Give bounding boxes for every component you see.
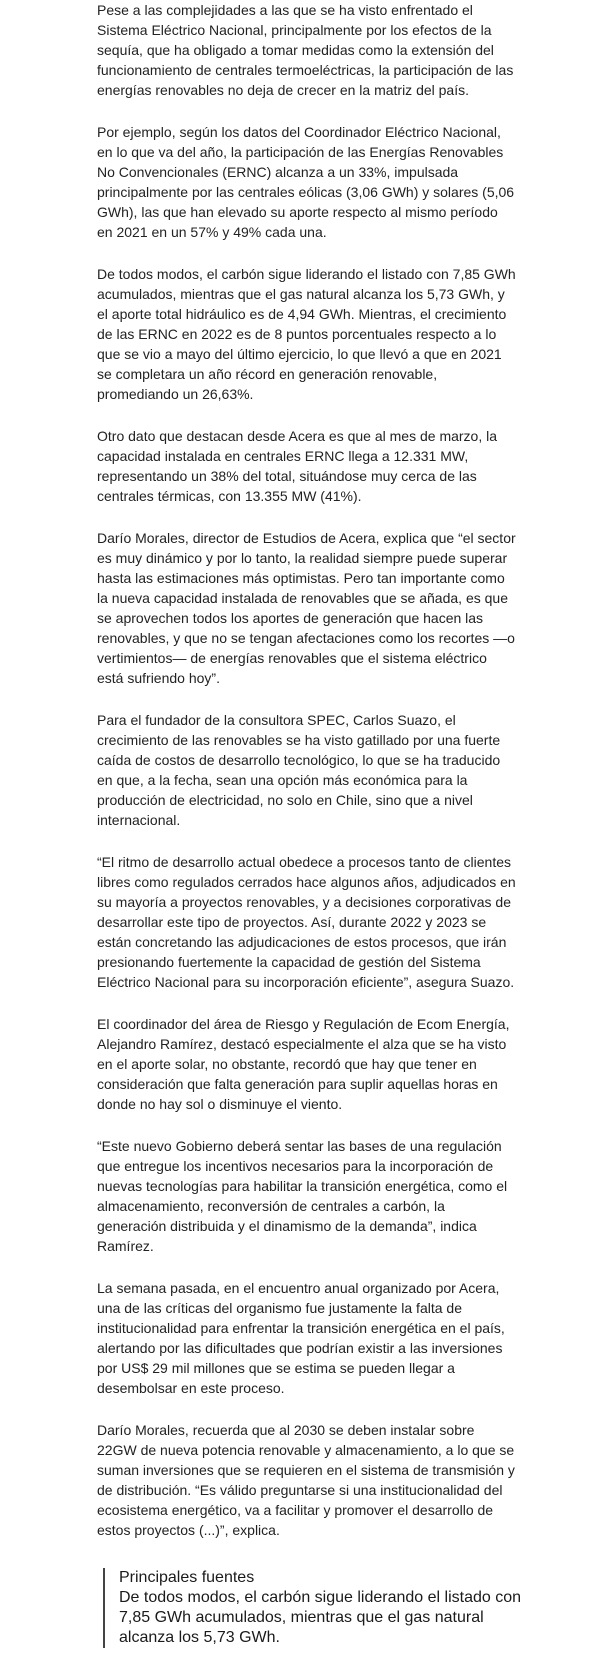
- paragraph: El coordinador del área de Riesgo y Regulación de Ecom Energía, Alejandro Ramírez, destacó especialmente el alza que se ha visto en el aporte solar, no obstante, recordó que hay que tener en consideración que falta generación para suplir aquellas horas en donde no hay sol o disminuye el viento.: [97, 1016, 510, 1112]
- paragraph: La semana pasada, en el encuentro anual organizado por Acera, una de las críticas del organismo fue justamente la falta de institucionalidad para enfrentar la transición energética en el país, alertando por las dificultades que podrían existir a las inversiones por US$ 29 mil millones que se estima se pueden llegar a desembolsar en este proceso.: [97, 1280, 505, 1396]
- pull-quote: [103, 1568, 539, 1648]
- paragraph: Pese a las complejidades a las que se ha visto enfrentado el Sistema Eléctrico Nacional, principalmente por los efectos de la sequía, que ha obligado a tomar medidas como la extensión del funcionamiento de centrales termoeléctricas, la participación de las energías renovables no deja de crecer en la matriz del país.: [97, 2, 514, 98]
- paragraph: “El ritmo de desarrollo actual obedece a procesos tanto de clientes libres como regulados cerrados hace algunos años, adjudicados en su mayoría a proyectos renovables, y a decisiones corporativas de desarrollar este tipo de proyectos. Así, durante 2022 y 2023 se están concretando las adjudicaciones de estos procesos, que irán presionando fuertemente la capacidad de gestión del Sistema Eléctrico Nacional para su incorporación eficiente”, asegura Suazo.: [97, 854, 516, 990]
- paragraph: Darío Morales, director de Estudios de Acera, explica que “el sector es muy dinámico y por lo tanto, la realidad siempre puede superar hasta las estimaciones más optimistas. Pero tan importante como la nueva capacidad instalada de renovables que se añada, es que se aprovechen todos los aportes de generación que hacen las renovables, y que no se tengan afectaciones como los recortes —o vertimientos— de energías renovables que el sistema eléctrico está sufriendo hoy”.: [97, 530, 516, 686]
- pull-quote-text: De todos modos, el carbón sigue liderando el listado con 7,85 GWh acumulados, mientras que el gas natural alcanza los 5,73 GWh.: [119, 1589, 522, 1646]
- paragraph: “Este nuevo Gobierno deberá sentar las bases de una regulación que entregue los incentivos necesarios para la incorporación de nuevas tecnologías para habilitar la transición energética, como el almacenamiento, reconversión de centrales a carbón, la generación distribuida y el dinamismo de la demanda”, indica Ramírez.: [97, 1138, 508, 1254]
- paragraph: Darío Morales, recuerda que al 2030 se deben instalar sobre 22GW de nueva potencia renovable y almacenamiento, a lo que se suman inversiones que se requieren en el sistema de transmisión y de distribución. “Es válido preguntarse si una institucionalidad del ecosistema energético, va a facilitar y promover el desarrollo de estos proyectos (...)”, explica.: [97, 1422, 515, 1538]
- paragraph: Para el fundador de la consultora SPEC, Carlos Suazo, el crecimiento de las renovables se ha visto gatillado por una fuerte caída de costos de desarrollo tecnológico, lo que se ha traducido en que, a la fecha, sean una opción más económica para la producción de electricidad, no solo en Chile, sino que a nivel internacional.: [97, 712, 501, 828]
- paragraph: Por ejemplo, según los datos del Coordinador Eléctrico Nacional, en lo que va del año, la participación de las Energías Renovables No Convencionales (ERNC) alcanza a un 33%, impulsada principalmente por las centrales eólicas (3,06 GWh) y solares (5,06 GWh), las que han elevado su aporte respecto al mismo período en 2021 en un 57% y 49% cada una.: [97, 124, 515, 240]
- pull-quote-title: Principales fuentes: [119, 1569, 255, 1586]
- article-body: [97, 0, 517, 1562]
- paragraph: De todos modos, el carbón sigue liderando el listado con 7,85 GWh acumulados, mientras que el gas natural alcanza los 5,73 GWh, y el aporte total hidráulico es de 4,94 GWh. Mientras, el crecimiento de las ERNC en 2022 es de 8 puntos porcentuales respecto a lo que se vio a mayo del último ejercicio, lo que llevó a que en 2021 se completara un año récord en generación renovable, promediando un 26,63%.: [97, 266, 516, 402]
- paragraph: Otro dato que destacan desde Acera es que al mes de marzo, la capacidad instalada en centrales ERNC llega a 12.331 MW, representando un 38% del total, situándose muy cerca de las centrales térmicas, con 13.355 MW (41%).: [97, 428, 498, 504]
